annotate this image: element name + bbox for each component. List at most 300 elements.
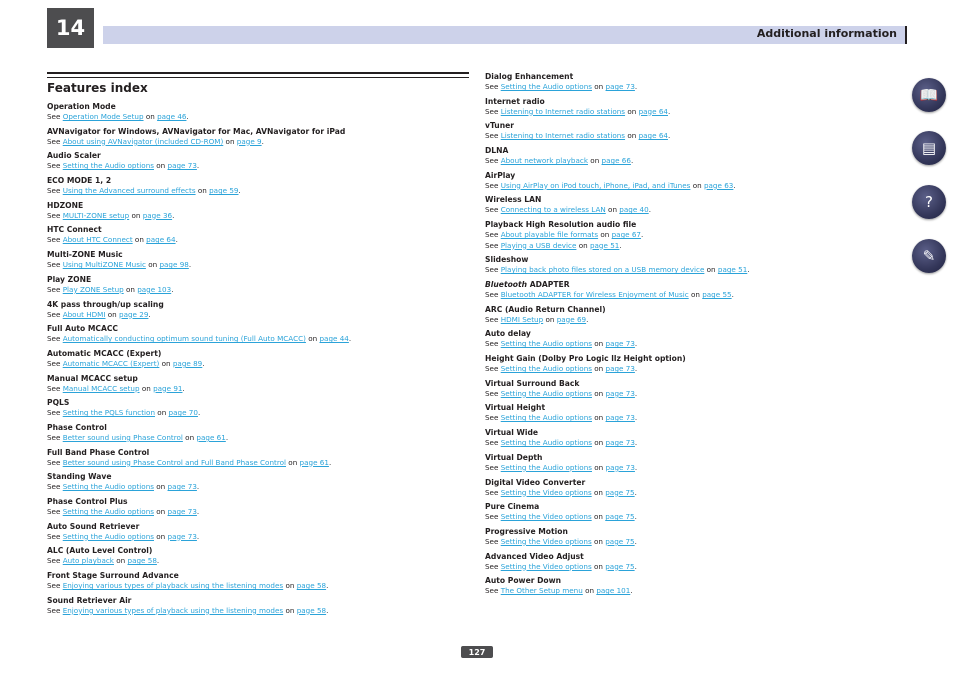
page-link[interactable]: page 64 [638,131,668,141]
entry-reference [47,556,469,567]
entry-title-text: ARC (Audio Return Channel) [485,304,606,314]
entry-reference [47,112,469,123]
reference-prefix: See [47,334,63,344]
page-link[interactable]: page 75 [605,487,635,497]
reference-suffix: . [328,457,332,467]
reference-suffix: . [634,536,637,546]
page-link[interactable]: page 73 [605,388,635,398]
reference-link[interactable]: Connecting to a wireless LAN [500,205,606,215]
reference-link[interactable]: About HDMI [62,309,106,319]
page-link[interactable]: page 73 [605,413,635,423]
index-entry [485,478,905,499]
reference-link[interactable]: Better sound using Phase Control and Full Band Phase Control [62,457,287,467]
reference-suffix: . [619,240,622,250]
index-entry [47,423,469,444]
entry-title-text: Full Auto MCACC [47,324,118,334]
reference-link[interactable]: Better sound using Phase Control [62,432,183,442]
reference-prefix: See [485,106,501,116]
entry-title [47,423,469,433]
entry-reference [47,310,469,321]
page-link[interactable]: page 29 [119,309,149,319]
entry-reference [485,230,905,241]
entry-reference [47,581,469,592]
index-entry [47,522,469,543]
index-entry [485,379,905,400]
entry-title [485,403,905,413]
entry-title-text: ADAPTER [527,280,570,289]
entry-reference [485,463,905,474]
entry-reference [485,82,905,93]
reference-connector: on [155,408,169,418]
reference-prefix: See [47,482,63,492]
page-link[interactable]: page 58 [127,556,157,566]
reference-connector: on [592,339,606,349]
entry-title [47,225,469,235]
reference-connector: on [283,581,297,591]
index-entry [485,403,905,424]
reference-link[interactable]: Listening to Internet radio stations [500,106,626,116]
reference-prefix: See [47,309,63,319]
index-entry [47,472,469,493]
entry-title [47,522,469,532]
page-link[interactable]: page 73 [605,364,635,374]
reference-connector: on [113,556,128,566]
reference-link[interactable]: Play ZONE Setup [62,284,124,294]
reference-connector: on [592,82,606,91]
entry-reference [47,137,469,148]
index-entry [485,220,905,251]
entry-title [485,146,905,156]
index-entry [485,171,905,192]
reference-link[interactable]: Playing a USB device [500,240,577,250]
index-entry [47,398,469,419]
entry-reference [47,433,469,444]
reference-prefix: See [485,314,501,324]
index-entry [47,275,469,296]
entry-title [485,527,905,537]
index-entry [485,428,905,449]
reference-suffix: . [182,383,185,393]
entry-title [47,102,469,112]
entry-title [47,151,469,161]
index-entry [485,121,905,142]
reference-prefix: See [485,131,501,141]
appendix-icon[interactable]: ✎ [912,239,946,273]
entry-title [47,349,469,359]
entry-title [47,596,469,606]
reference-connector: on [592,438,606,448]
page-link[interactable]: page 51 [589,240,620,250]
reference-suffix: . [634,388,638,398]
reference-link[interactable]: About using AVNavigator (included CD-ROM) [62,136,224,146]
entry-reference [485,413,905,424]
reference-link[interactable]: Setting the PQLS function [62,408,156,418]
entry-title [485,97,905,107]
reference-prefix: See [47,161,63,171]
entry-title-text: Virtual Height [485,403,546,413]
reference-prefix: See [47,383,63,393]
reference-suffix: . [630,586,633,596]
reference-prefix: See [485,536,501,546]
reference-link[interactable]: Setting the Audio options [500,413,592,423]
book-icon[interactable]: 📖 [912,78,946,112]
page-link[interactable]: page 91 [153,383,183,393]
entry-title-text: Auto Sound Retriever [47,521,140,531]
reference-link[interactable]: Setting the Video options [500,536,592,546]
entry-reference [485,315,905,326]
reference-connector: on [139,383,154,393]
receiver-icon[interactable]: ▤ [912,131,946,165]
entry-reference [47,211,469,222]
reference-link[interactable]: Setting the Audio options [62,507,154,516]
page-link[interactable]: page 73 [167,507,197,516]
reference-suffix: . [641,230,644,240]
reference-prefix: See [47,556,63,566]
index-entry [47,497,469,518]
entry-title [47,398,469,408]
section-rule-thin [47,77,469,78]
reference-link[interactable]: Using AirPlay on iPod touch, iPhone, iPad, and iTunes [500,180,691,190]
entry-title-text: AVNavigator for Windows, AVNavigator for Mac, AVNavigator for iPad [47,126,346,136]
reference-suffix: . [630,156,634,166]
index-entry [485,576,905,597]
reference-connector: on [591,561,606,571]
reference-prefix: See [47,186,63,196]
reference-link[interactable]: Setting the Audio options [62,482,154,492]
reference-connector: on [132,235,147,245]
entry-title [47,127,469,137]
reference-suffix: . [731,290,734,299]
reference-prefix: See [47,605,63,615]
page-link[interactable]: page 51 [717,265,748,275]
reference-suffix: . [171,284,174,294]
entry-title-text: Operation Mode [47,102,116,111]
reference-connector: on [582,586,597,596]
page-link[interactable]: page 98 [159,260,189,270]
index-entry [485,329,905,350]
index-entry [47,102,469,123]
reference-suffix: . [634,487,637,497]
reference-link[interactable]: Setting the Audio options [500,388,592,398]
page-link[interactable]: page 44 [319,334,349,344]
entry-title [47,374,469,384]
reference-suffix: . [634,82,638,91]
reference-link[interactable]: Setting the Audio options [62,531,154,541]
reference-link[interactable]: About network playback [500,156,589,166]
entry-title [47,300,469,310]
reference-prefix: See [47,408,63,418]
reference-connector: on [105,309,120,319]
right-entry-list [485,72,905,597]
entry-reference [485,205,905,216]
page-link[interactable]: page 63 [703,180,734,190]
index-entry [47,127,469,148]
entry-title-text: Multi-ZONE Music [47,250,123,260]
reference-link[interactable]: Setting the Audio options [62,161,154,171]
reference-link[interactable]: Enjoying various types of playback using the listening modes [62,605,284,615]
reference-link[interactable]: HDMI Setup [500,314,544,324]
entry-title-text: Play ZONE [47,274,92,284]
entry-reference [485,488,905,499]
entry-reference [47,285,469,296]
reference-connector: on [688,290,703,299]
entry-title [485,478,905,488]
reference-suffix: . [634,339,638,349]
reference-link[interactable]: Setting the Video options [500,512,592,522]
reference-prefix: See [47,457,63,467]
page-link[interactable]: page 73 [605,462,635,472]
reference-connector: on [283,605,297,615]
reference-connector: on [605,205,620,215]
entry-reference [47,408,469,419]
entry-title [47,472,469,482]
index-entry [485,146,905,167]
page-link[interactable]: page 75 [605,536,635,546]
page-link[interactable]: page 73 [167,531,197,541]
reference-connector: on [195,186,210,196]
index-entry [47,571,469,592]
page-link[interactable]: page 46 [157,112,187,121]
page-link[interactable]: page 66 [601,156,631,166]
reference-prefix: See [485,205,501,215]
entry-title-text: Height Gain (Dolby Pro Logic llz Height option) [485,354,686,364]
header-title: Additional information [756,27,897,40]
reference-connector: on [223,136,237,146]
reference-link[interactable]: Setting the Audio options [500,339,592,349]
reference-link[interactable]: Auto playback [62,556,114,566]
reference-suffix: . [634,364,638,374]
index-entry [485,97,905,118]
reference-prefix: See [47,210,63,220]
reference-connector: on [588,156,602,166]
entry-reference [47,532,469,543]
page-link[interactable]: page 36 [142,210,173,220]
reference-suffix: . [197,408,201,418]
entry-title [485,220,905,230]
page-link[interactable]: page 70 [168,408,198,418]
reference-connector: on [154,482,168,492]
reference-suffix: . [175,235,178,245]
entry-title-text: Full Band Phase Control [47,447,150,457]
entry-reference [485,438,905,449]
reference-suffix: . [225,432,229,442]
reference-suffix: . [196,507,200,516]
page-link[interactable]: page 58 [296,581,327,591]
page-link[interactable]: page 61 [196,432,226,442]
entry-title [485,502,905,512]
entry-reference [485,562,905,573]
reference-prefix: See [485,413,501,423]
page-link[interactable]: page 73 [605,339,635,349]
page-link[interactable]: page 64 [146,235,176,245]
index-entry [485,527,905,548]
entry-reference [485,364,905,375]
entry-title-text: Playback High Resolution audio file [485,220,637,230]
reference-connector: on [576,240,590,250]
page-link[interactable]: page 89 [172,358,203,368]
entry-reference [485,181,905,192]
entry-reference [485,131,905,142]
reference-suffix: . [733,180,736,190]
entry-title [485,72,905,82]
entry-reference [485,156,905,167]
reference-link[interactable]: Bluetooth ADAPTER for Wireless Enjoyment of Music [500,290,689,299]
page-link[interactable]: page 9 [236,136,262,146]
entry-title [47,571,469,581]
reference-prefix: See [485,438,501,448]
entry-title-text: Automatic MCACC (Expert) [47,348,162,358]
page-link[interactable]: page 73 [167,161,197,171]
entry-title-text: Phase Control Plus [47,497,128,506]
reference-connector: on [704,265,718,275]
entry-reference [47,161,469,172]
entry-reference [47,186,469,197]
reference-link[interactable]: Setting the Audio options [500,462,592,472]
entry-title [485,329,905,339]
reference-link[interactable]: Setting the Audio options [500,82,592,91]
entry-title-text: Virtual Wide [485,428,539,438]
reference-link[interactable]: The Other Setup menu [500,586,583,596]
entry-reference [47,235,469,246]
reference-prefix: See [47,358,63,368]
page-link[interactable]: page 64 [638,106,668,116]
reference-link[interactable]: MULTI-ZONE setup [62,210,130,220]
entry-title-text: Dialog Enhancement [485,72,574,81]
reference-suffix: . [747,265,750,275]
entry-title-text: Standing Wave [47,472,112,482]
entry-title-italic: Bluetooth [485,280,528,289]
reference-link[interactable]: Manual MCACC setup [62,383,140,393]
reference-link[interactable]: About HTC Connect [62,235,133,245]
entry-title-text: ALC (Auto Level Control) [47,546,153,556]
entry-title-text: Front Stage Surround Advance [47,571,179,581]
reference-connector: on [592,462,606,472]
entry-reference [485,241,905,252]
reference-link[interactable]: Setting the Video options [500,487,592,497]
page-link[interactable]: page 40 [619,205,649,215]
page-link[interactable]: page 73 [167,482,197,492]
entry-reference [47,334,469,345]
index-entry [47,546,469,567]
reference-prefix: See [485,512,501,522]
entry-title [485,171,905,181]
reference-suffix: . [648,205,651,215]
reference-connector: on [154,161,168,171]
page-link[interactable]: page 59 [209,186,239,196]
help-icon[interactable]: ? [912,185,946,219]
reference-link[interactable]: Enjoying various types of playback using the listening modes [62,581,284,591]
entry-title-text: Pure Cinema [485,502,540,512]
entry-title-text: Auto Power Down [485,576,562,586]
reference-suffix: . [196,161,200,171]
reference-link[interactable]: Using MultiZONE Music [62,260,146,270]
reference-prefix: See [485,240,501,250]
reference-link[interactable]: Automatically conducting optimum sound tuning (Full Auto MCACC) [62,334,306,344]
entry-title [485,379,905,389]
index-entry [485,280,905,301]
entry-reference [47,606,469,617]
index-entry [47,596,469,617]
reference-connector: on [154,507,168,516]
reference-link[interactable]: Setting the Video options [500,561,592,571]
entry-title-text: Wireless LAN [485,195,542,205]
entry-title [485,255,905,265]
entry-title-text: Phase Control [47,422,107,432]
left-entry-list [47,102,469,616]
reference-prefix: See [485,230,501,240]
reference-suffix: . [172,210,175,220]
index-entry [47,324,469,345]
reference-prefix: See [485,364,501,374]
entry-title-text: HTC Connect [47,225,102,235]
reference-connector: on [154,531,168,541]
entry-reference [485,537,905,548]
entry-title-text: Virtual Depth [485,452,543,462]
page-link[interactable]: page 75 [605,561,635,571]
reference-link[interactable]: Operation Mode Setup [62,112,144,121]
page-link[interactable]: page 73 [605,438,635,448]
page-link[interactable]: page 58 [296,605,327,615]
page-link[interactable]: page 103 [137,284,172,294]
reference-link[interactable]: Playing back photo files stored on a USB memory device [500,265,705,275]
reference-suffix: . [634,512,637,522]
reference-link[interactable]: Automatic MCACC (Expert) [62,358,160,368]
entry-reference [485,107,905,118]
reference-link[interactable]: Setting the Audio options [500,438,592,448]
reference-prefix: See [485,561,501,571]
reference-connector: on [145,260,160,270]
index-entry [47,250,469,271]
reference-connector: on [592,388,606,398]
page-link[interactable]: page 55 [702,290,732,299]
entry-title-text: DLNA [485,146,509,156]
page-link[interactable]: page 61 [299,457,329,467]
entry-title-text: Manual MCACC setup [47,373,138,383]
page-link[interactable]: page 67 [611,230,642,240]
entry-title-text: Auto delay [485,329,531,339]
entry-reference [485,290,905,301]
reference-link[interactable]: Setting the Audio options [500,364,592,374]
entry-title [47,497,469,507]
reference-link[interactable]: Listening to Internet radio stations [500,131,626,141]
entry-reference [47,384,469,395]
entry-title-text: 4K pass through/up scaling [47,299,164,309]
entry-title [47,250,469,260]
entry-title-text: Internet radio [485,96,545,106]
reference-suffix: . [186,112,189,121]
index-entry [485,255,905,276]
section-rule [47,72,469,74]
page-link[interactable]: page 101 [596,586,631,596]
page-link[interactable]: page 75 [605,512,635,522]
reference-link[interactable]: About playable file formats [500,230,599,240]
reference-connector: on [598,230,612,240]
entry-title-text: Advanced Video Adjust [485,551,584,561]
reference-suffix: . [196,482,200,492]
page-link[interactable]: page 73 [605,82,635,91]
reference-prefix: See [485,388,501,398]
index-entry [485,195,905,216]
entry-title [485,453,905,463]
reference-suffix: . [202,358,205,368]
page-link[interactable]: page 69 [556,314,587,324]
entry-reference [485,512,905,523]
reference-prefix: See [485,487,501,497]
reference-connector: on [305,334,320,344]
reference-link[interactable]: Using the Advanced surround effects [62,186,196,196]
section-title: Features index [47,81,148,95]
reference-suffix: . [634,438,638,448]
